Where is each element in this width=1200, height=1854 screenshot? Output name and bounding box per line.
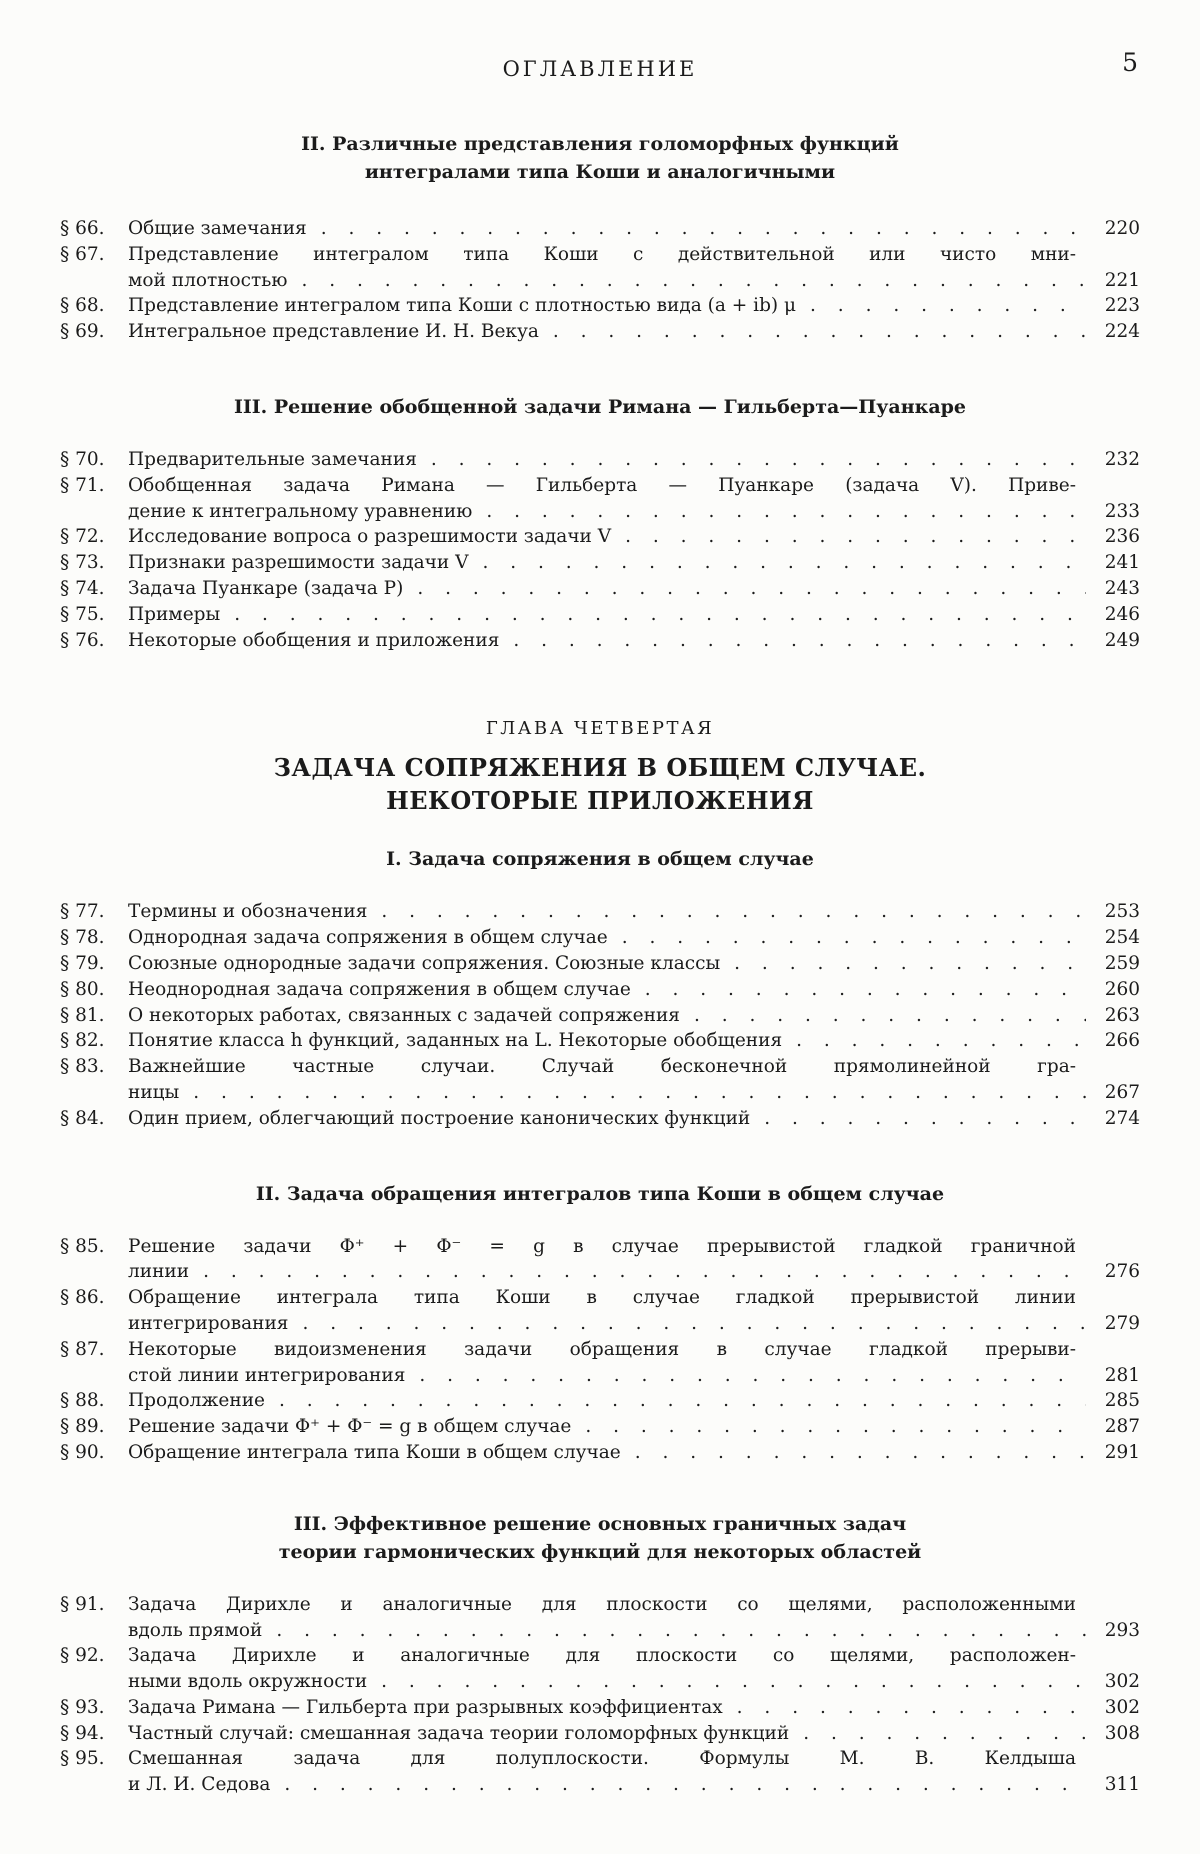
toc-entry-number: § 72. <box>60 526 105 548</box>
dot-leader <box>622 925 1086 951</box>
toc-entry-page: 254 <box>1104 927 1140 949</box>
toc-entry <box>60 1234 1140 1286</box>
chapter-title-line: ЗАДАЧА СОПРЯЖЕНИЯ В ОБЩЕМ СЛУЧАЕ. <box>273 753 927 783</box>
toc-entry-body <box>128 1695 1140 1721</box>
toc-entry-line <box>128 1234 1140 1260</box>
toc-entry-text: Обобщенная задача Римана — Гильберта — Пуанкаре (задача V). Приве- <box>128 474 1076 496</box>
toc-entry-line <box>128 1772 1140 1798</box>
toc-entry-text: Важнейшие частные случаи. Случай бесконечной прямолинейной гра- <box>128 1056 1076 1078</box>
toc-entry-text: Задача Дирихле и аналогичные для плоскости со щелями, расположен- <box>128 1645 1076 1667</box>
toc-entry-line <box>128 1106 1140 1132</box>
toc-entry-body <box>128 977 1140 1003</box>
toc-entry-text: и Л. И. Седова <box>128 1774 271 1796</box>
toc-entry-line <box>128 1285 1140 1311</box>
toc-entry-line <box>128 1669 1140 1695</box>
toc-entry-line <box>128 925 1140 951</box>
toc-entry-number: § 90. <box>60 1441 105 1463</box>
toc-entry-line <box>128 1643 1140 1669</box>
toc-entry-line <box>128 1054 1140 1080</box>
toc-entry-line <box>128 576 1140 602</box>
toc-entries <box>60 899 1140 1131</box>
toc-entry-text: Задача Дирихле и аналогичные для плоскости со щелями, расположенными <box>128 1593 1076 1615</box>
dot-leader <box>419 1363 1086 1389</box>
toc-entry-number: § 74. <box>60 577 105 599</box>
toc-entry-number: § 80. <box>60 978 105 1000</box>
toc-entry-number: § 73. <box>60 552 105 574</box>
toc-entry-number: § 86. <box>60 1287 105 1309</box>
toc-entry-text: ными вдоль окружности <box>128 1671 368 1693</box>
toc-entry-number: § 75. <box>60 603 105 625</box>
toc-entry-line <box>128 977 1140 1003</box>
toc-entry-number: § 93. <box>60 1696 105 1718</box>
toc-entry-body <box>128 1285 1140 1337</box>
toc-entry-line <box>128 242 1140 268</box>
toc-entry-line <box>128 319 1140 345</box>
toc-entry-number: § 87. <box>60 1338 105 1360</box>
toc-entry-page: 281 <box>1104 1364 1140 1386</box>
dot-leader <box>635 1440 1086 1466</box>
toc-entry-body <box>128 1028 1140 1054</box>
toc-entry-page: 243 <box>1104 577 1140 599</box>
dot-leader <box>381 899 1086 925</box>
dot-leader <box>486 499 1086 525</box>
dot-leader <box>276 1618 1086 1644</box>
toc-entry-body <box>128 628 1140 654</box>
toc-entry-line <box>128 1414 1140 1440</box>
toc-entry-body <box>128 524 1140 550</box>
dot-leader <box>203 1259 1086 1285</box>
toc-entry-line <box>128 1721 1140 1747</box>
toc-entries <box>60 216 1140 345</box>
toc-entry-text: Задача Римана — Гильберта при разрывных коэффициентах <box>128 1696 723 1718</box>
toc-entry-text: Некоторые обобщения и приложения <box>128 629 500 651</box>
toc-entry-text: Один прием, облегчающий построение канонических функций <box>128 1107 751 1129</box>
dot-leader <box>694 1003 1086 1029</box>
toc-entry-page: 249 <box>1104 629 1140 651</box>
toc-entry-text: Исследование вопроса о разрешимости задачи V <box>128 526 612 548</box>
toc-entry-line <box>128 1618 1140 1644</box>
toc-entry-body <box>128 293 1140 319</box>
toc-entry-body <box>128 1592 1140 1644</box>
toc-entry <box>60 576 1140 602</box>
toc-entry <box>60 1643 1140 1695</box>
toc-entry-line <box>128 1003 1140 1029</box>
dot-leader <box>193 1080 1086 1106</box>
section-heading-line: III. Эффективное решение основных граничных задач <box>293 1512 907 1535</box>
toc-entry-page: 224 <box>1104 321 1140 343</box>
chapter-heading <box>60 717 1140 817</box>
toc-entry-number: § 95. <box>60 1748 105 1770</box>
toc-entry-page: 236 <box>1104 526 1140 548</box>
toc-entry-text: Некоторые видоизменения задачи обращения в случае гладкой прерыви- <box>128 1338 1076 1360</box>
toc-entry-page: 279 <box>1104 1312 1140 1334</box>
toc-entry-body <box>128 447 1140 473</box>
toc-entry-body <box>128 899 1140 925</box>
toc-entry-text: Решение задачи Φ⁺ + Φ⁻ = g в случае прерывистой гладкой граничной <box>128 1235 1076 1257</box>
toc-entry-line <box>128 1311 1140 1337</box>
toc-entry-body <box>128 1414 1140 1440</box>
toc-entry-body <box>128 473 1140 525</box>
dot-leader <box>764 1106 1086 1132</box>
toc-entry-line <box>128 1028 1140 1054</box>
toc-entry-number: § 78. <box>60 927 105 949</box>
toc-entry <box>60 1592 1140 1644</box>
chapter-title <box>60 751 1140 817</box>
toc-entry-number: § 77. <box>60 901 105 923</box>
toc-entry-body <box>128 1440 1140 1466</box>
toc-entry-body <box>128 319 1140 345</box>
toc-entry-line <box>128 951 1140 977</box>
dot-leader <box>810 293 1086 319</box>
toc-entry-body <box>128 242 1140 294</box>
dot-leader <box>483 550 1087 576</box>
toc-entry <box>60 447 1140 473</box>
toc-entry <box>60 1028 1140 1054</box>
dot-leader <box>381 1669 1086 1695</box>
toc-entry-text: стой линии интегрирования <box>128 1364 406 1386</box>
toc-entry-text: мой плотностью <box>128 269 288 291</box>
toc-entry-page: 302 <box>1104 1696 1140 1718</box>
toc-entry-text: Представление интегралом типа Коши с плотностью вида (a + ib) μ <box>128 295 797 317</box>
toc-entry-text: Однородная задача сопряжения в общем случае <box>128 927 608 949</box>
toc-entry-text: О некоторых работах, связанных с задачей сопряжения <box>128 1004 680 1026</box>
toc-entry-text: Решение задачи Φ⁺ + Φ⁻ = g в общем случае <box>128 1416 572 1438</box>
toc-entry-page: 274 <box>1104 1107 1140 1129</box>
toc-entry-line <box>128 447 1140 473</box>
dot-leader <box>234 602 1086 628</box>
toc-entry-body <box>128 1337 1140 1389</box>
page-title: ОГЛАВЛЕНИЕ <box>502 57 698 81</box>
toc-entry-page: 246 <box>1104 603 1140 625</box>
dot-leader <box>284 1772 1086 1798</box>
toc-entry-page: 220 <box>1104 218 1140 239</box>
toc-entry-text: Обращение интеграла типа Коши в случае гладкой прерывистой линии <box>128 1287 1076 1309</box>
section-heading-various-representations <box>60 130 1140 186</box>
toc-entry-text: Понятие класса h функций, заданных на L. Некоторые обобщения <box>128 1030 783 1052</box>
dot-leader <box>625 524 1086 550</box>
toc-entry-line <box>128 1388 1140 1414</box>
section-heading-line: II. Задача обращения интегралов типа Коши в общем случае <box>255 1182 945 1205</box>
toc-entry-text: Обращение интеграла типа Коши в общем случае <box>128 1441 621 1463</box>
toc-entry <box>60 242 1140 294</box>
section-heading-conjugation-general <box>60 845 1140 873</box>
section-heading-line: I. Задача сопряжения в общем случае <box>386 848 814 871</box>
dot-leader <box>431 447 1086 473</box>
dot-leader <box>513 628 1086 654</box>
toc-entry-text: Задача Пуанкаре (задача P) <box>128 577 404 599</box>
toc-entry <box>60 1106 1140 1132</box>
toc-entry-body <box>128 1643 1140 1695</box>
dot-leader <box>734 951 1086 977</box>
toc-entry <box>60 628 1140 654</box>
toc-entries <box>60 1592 1140 1798</box>
toc-entry-line <box>128 473 1140 499</box>
toc-entry-page: 276 <box>1104 1261 1140 1283</box>
toc-entry-line <box>128 1363 1140 1389</box>
toc-entry-page: 263 <box>1104 1004 1140 1026</box>
toc-entry <box>60 524 1140 550</box>
toc-entry-page: 233 <box>1104 500 1140 522</box>
section-heading-line: III. Решение обобщенной задачи Римана — Гильберта—Пуанкаре <box>233 395 967 418</box>
toc-entry-text: Частный случай: смешанная задача теории голоморфных функций <box>128 1722 790 1744</box>
toc-entry-line <box>128 1259 1140 1285</box>
toc-entry-text: дение к интегральному уравнению <box>128 500 473 522</box>
toc-entry-page: 241 <box>1104 552 1140 574</box>
toc-entries <box>60 447 1140 653</box>
toc-entry-text: Интегральное представление И. Н. Векуа <box>128 321 539 343</box>
toc-entry-text: ницы <box>128 1081 180 1103</box>
dot-leader <box>645 977 1086 1003</box>
toc-entry <box>60 473 1140 525</box>
toc-entry-number: § 79. <box>60 952 105 974</box>
dot-leader <box>417 576 1086 602</box>
page-number: 5 <box>1122 48 1138 77</box>
toc-entry <box>60 1746 1140 1798</box>
toc-entry-number: § 84. <box>60 1107 105 1129</box>
toc-entry-text: Признаки разрешимости задачи V <box>128 552 469 574</box>
toc-entry-text: Представление интегралом типа Коши с действительной или чисто мни- <box>128 243 1076 265</box>
dot-leader <box>279 1388 1086 1414</box>
toc-entry-line <box>128 1440 1140 1466</box>
toc-entry-number: § 85. <box>60 1235 105 1257</box>
toc-entry-text: вдоль прямой <box>128 1619 263 1641</box>
toc-entry-number: § 83. <box>60 1056 105 1078</box>
toc-entry-text: Примеры <box>128 603 221 625</box>
toc-entry-page: 308 <box>1104 1722 1140 1744</box>
toc-entry-line <box>128 602 1140 628</box>
dot-leader <box>803 1721 1086 1747</box>
toc-entry-page: 253 <box>1104 901 1140 923</box>
toc-entry-number: § 91. <box>60 1593 105 1615</box>
toc-entry-page: 266 <box>1104 1030 1140 1052</box>
toc-entry-text: линии <box>128 1261 190 1283</box>
toc-entry-body <box>128 1054 1140 1106</box>
chapter-title-line: НЕКОТОРЫЕ ПРИЛОЖЕНИЯ <box>386 786 814 816</box>
toc-entry <box>60 899 1140 925</box>
toc-entry <box>60 550 1140 576</box>
section-heading-line: интегралами типа Коши и аналогичными <box>364 161 836 183</box>
toc-entry-text: Продолжение <box>128 1390 265 1412</box>
toc-entry-line <box>128 499 1140 525</box>
toc-entry-page: 311 <box>1104 1774 1140 1796</box>
dot-leader <box>302 1311 1086 1337</box>
toc-entry-page: 223 <box>1104 295 1140 317</box>
toc-entry <box>60 602 1140 628</box>
toc-entry-text: Союзные однородные задачи сопряжения. Союзные классы <box>128 952 721 974</box>
toc-entry-page: 267 <box>1104 1081 1140 1103</box>
toc-entry <box>60 216 1140 242</box>
toc-entry-body <box>128 576 1140 602</box>
toc-entry-body <box>128 951 1140 977</box>
toc-entry-body <box>128 1388 1140 1414</box>
toc-entry-number: § 82. <box>60 1030 105 1052</box>
toc-entry-body <box>128 1234 1140 1286</box>
toc-entry-body <box>128 550 1140 576</box>
toc-entry-text: Термины и обозначения <box>128 901 368 923</box>
page-header <box>60 48 1140 84</box>
toc-entry-number: § 89. <box>60 1416 105 1438</box>
toc-entry-body <box>128 602 1140 628</box>
toc-entry-page: 293 <box>1104 1619 1140 1641</box>
toc-entry-body <box>128 1106 1140 1132</box>
toc-entry-text: интегрирования <box>128 1312 289 1334</box>
toc-entry-page: 259 <box>1104 952 1140 974</box>
toc-entry-line <box>128 628 1140 654</box>
toc-entry-body <box>128 1721 1140 1747</box>
toc-entry-line <box>128 293 1140 319</box>
toc-entry-page: 291 <box>1104 1441 1140 1463</box>
section-heading-line: II. Различные представления голоморфных функций <box>301 133 899 155</box>
toc-entry-line <box>128 1746 1140 1772</box>
toc-entry <box>60 293 1140 319</box>
toc-entry <box>60 1285 1140 1337</box>
dot-leader <box>737 1695 1086 1721</box>
toc-entry <box>60 319 1140 345</box>
toc-entries <box>60 1234 1140 1466</box>
toc-entry-text: Общие замечания <box>128 218 307 239</box>
toc-entry-number: § 70. <box>60 448 105 470</box>
toc-entry <box>60 1054 1140 1106</box>
toc-entry-line <box>128 524 1140 550</box>
toc-entry-line <box>128 1337 1140 1363</box>
toc-entry-body <box>128 1003 1140 1029</box>
dot-leader <box>553 319 1086 345</box>
toc-entry-page: 260 <box>1104 978 1140 1000</box>
toc-entry-body <box>128 1746 1140 1798</box>
toc-entry-line <box>128 1592 1140 1618</box>
dot-leader <box>301 268 1086 294</box>
toc-entry-body <box>128 216 1140 242</box>
toc-entry <box>60 951 1140 977</box>
section-heading-inversion-cauchy <box>60 1180 1140 1208</box>
toc-entry-line <box>128 216 1140 242</box>
section-heading-riemann-hilbert-poincare <box>60 393 1140 421</box>
toc-entry-text: Предварительные замечания <box>128 448 417 470</box>
section-heading-line: теории гармонических функций для некоторых областей <box>278 1540 922 1563</box>
toc-entry <box>60 1721 1140 1747</box>
toc-entry-line <box>128 1080 1140 1106</box>
toc-entry-text: Смешанная задача для полуплоскости. Формулы М. В. Келдыша <box>128 1748 1076 1770</box>
toc-entry-number: § 68. <box>60 295 105 317</box>
toc-entry-number: § 92. <box>60 1645 105 1667</box>
toc-entry-number: § 67. <box>60 243 105 265</box>
toc-entry-number: § 94. <box>60 1722 105 1744</box>
toc-entry-line <box>128 550 1140 576</box>
dot-leader <box>321 216 1086 242</box>
toc-entry-body <box>128 925 1140 951</box>
toc-entry-number: § 76. <box>60 629 105 651</box>
toc-entry-line <box>128 899 1140 925</box>
toc-entry <box>60 1337 1140 1389</box>
toc-entry-line <box>128 1695 1140 1721</box>
toc-entry-page: 221 <box>1104 269 1140 291</box>
toc-entry-number: § 88. <box>60 1390 105 1412</box>
toc-entry-number: § 71. <box>60 474 105 496</box>
toc-entry <box>60 1414 1140 1440</box>
toc-entry-page: 302 <box>1104 1671 1140 1693</box>
toc-entry <box>60 925 1140 951</box>
toc-entry-page: 287 <box>1104 1416 1140 1438</box>
toc-entry <box>60 1388 1140 1414</box>
toc-entry-number: § 69. <box>60 321 105 343</box>
toc-entry-number: § 81. <box>60 1004 105 1026</box>
toc-entry <box>60 1003 1140 1029</box>
toc-entry-line <box>128 268 1140 294</box>
toc-entry-text: Неоднородная задача сопряжения в общем случае <box>128 978 631 1000</box>
chapter-kicker: ГЛАВА ЧЕТВЕРТАЯ <box>485 718 715 740</box>
toc-entry <box>60 977 1140 1003</box>
toc-entry-page: 285 <box>1104 1390 1140 1412</box>
toc-entry-number: § 66. <box>60 218 105 239</box>
dot-leader <box>585 1414 1086 1440</box>
toc-entry-page: 232 <box>1104 448 1140 470</box>
dot-leader <box>796 1028 1086 1054</box>
toc-entry <box>60 1695 1140 1721</box>
section-heading-effective-solution <box>60 1510 1140 1566</box>
toc-entry <box>60 1440 1140 1466</box>
